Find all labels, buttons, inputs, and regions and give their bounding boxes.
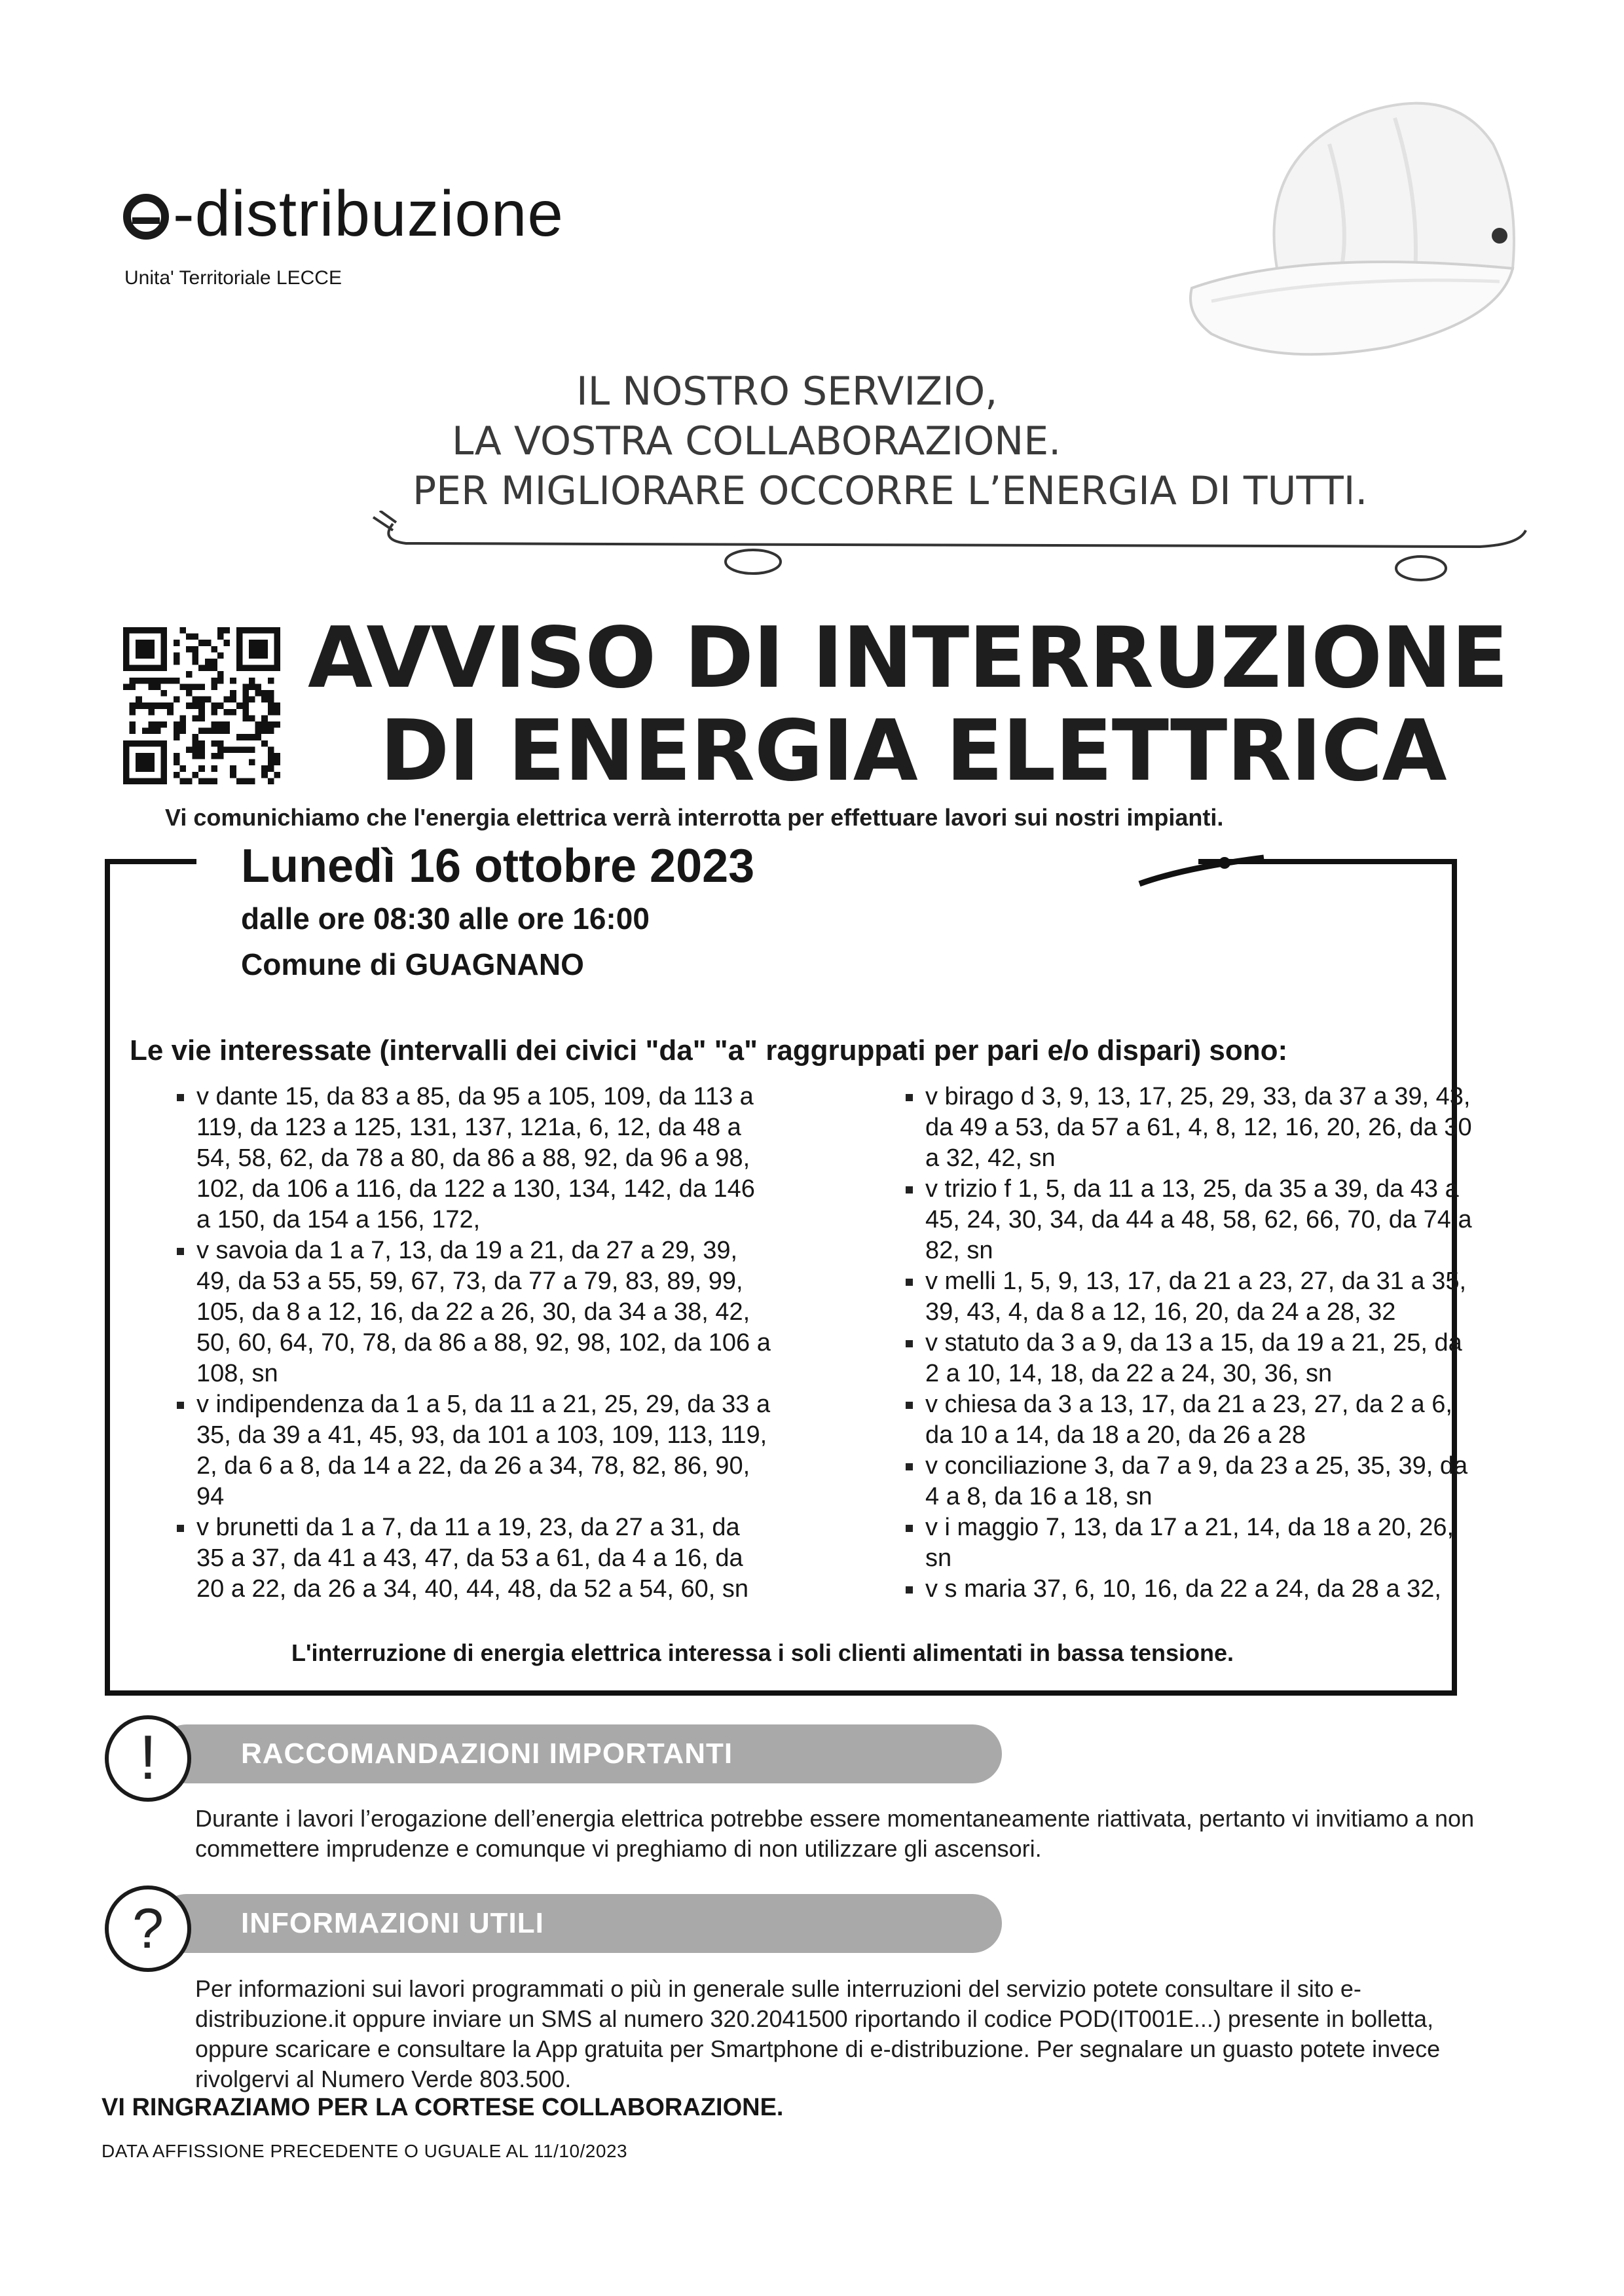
bullet-icon	[906, 1279, 913, 1286]
slogan-line-1: IL NOSTRO SERVIZIO,	[576, 369, 998, 414]
exclamation-icon: !	[105, 1715, 191, 1802]
posting-date: DATA AFFISSIONE PRECEDENTE O UGUALE AL 11/10/2023	[101, 2141, 628, 2161]
qr-code	[123, 627, 280, 784]
bullet-icon	[177, 1094, 184, 1101]
logo-e-icon	[123, 194, 169, 240]
page-title	[308, 612, 1508, 798]
bullet-icon	[906, 1094, 913, 1101]
thanks-text: VI RINGRAZIAMO PER LA CORTESE COLLABORAZIONE.	[101, 2094, 784, 2121]
list-item: v birago d 3, 9, 13, 17, 25, 29, 33, da 37 a 39, 43, da 49 a 53, da 57 a 61, 4, 8, 12, 16, 20, 26, da 30 a 32, 42, sn	[900, 1082, 1477, 1174]
company-logo: -distribuzione	[123, 177, 564, 251]
bullet-icon	[906, 1402, 913, 1409]
interruption-date: Lunedì 16 ottobre 2023	[241, 840, 755, 892]
list-item: v dante 15, da 83 a 85, da 95 a 105, 109, da 113 a 119, da 123 a 125, 131, 137, 121a, 6, 12, da 48 a 54, 58, 62, da 78 a 80, da 86 a 88, 92, da 96 a 98, 102, da 106 a 116, da 122 a 130, 134, 142, da 146 a 150, da 154 a 156, 172,	[172, 1082, 774, 1235]
list-item: v indipendenza da 1 a 5, da 11 a 21, 25, 29, da 33 a 35, da 39 a 41, 45, 93, da 101 a 103, 109, 113, 119, 2, da 6 a 8, da 14 a 22, da 26 a 34, 78, 82, 86, 90, 94	[172, 1389, 774, 1512]
cable-icon	[1133, 845, 1277, 890]
municipality: Comune di GUAGNANO	[241, 947, 584, 981]
slogan	[367, 367, 1368, 516]
territorial-unit: Unita' Territoriale LECCE	[124, 267, 342, 289]
recommendations-text: Durante i lavori l’erogazione dell’energia elettrica potrebbe essere momentaneamente riattivata, pertanto vi invitiamo a non commettere imprudenze e comunque vi preghiamo di non utilizzare gli ascensori.	[195, 1805, 1475, 1862]
slogan-line-3: PER MIGLIORARE OCCORRE L’ENERGIA DI TUTTI.	[413, 468, 1368, 514]
streets-list-left	[172, 1082, 774, 1605]
interruption-hours: dalle ore 08:30 alle ore 16:00	[241, 902, 650, 936]
question-icon: ?	[105, 1886, 191, 1972]
list-item: v s maria 37, 6, 10, 16, da 22 a 24, da 28 a 32,	[900, 1574, 1477, 1605]
recommendations-header: RACCOMANDAZIONI IMPORTANTI	[157, 1724, 1002, 1783]
list-item: v trizio f 1, 5, da 11 a 13, 25, da 35 a 39, da 43 a 45, 24, 30, 34, da 44 a 48, 58, 62, 66, 70, da 74 a 82, sn	[900, 1174, 1477, 1266]
title-line-2: DI ENERGIA ELETTRICA	[380, 702, 1447, 800]
slogan-line-2: LA VOSTRA COLLABORAZIONE.	[452, 418, 1061, 464]
bullet-icon	[177, 1402, 184, 1409]
helmet-image	[1172, 72, 1539, 399]
bullet-icon	[906, 1586, 913, 1594]
info-header: INFORMAZIONI UTILI	[157, 1894, 1002, 1953]
bullet-icon	[906, 1463, 913, 1470]
list-item: v chiesa da 3 a 13, 17, da 21 a 23, 27, da 2 a 6, da 10 a 14, da 18 a 20, da 26 a 28	[900, 1389, 1477, 1451]
bullet-icon	[906, 1525, 913, 1532]
title-line-1: AVVISO DI INTERRUZIONE	[308, 610, 1508, 707]
streets-heading: Le vie interessate (intervalli dei civici "da" "a" raggruppati per pari e/o dispari) sono:	[130, 1034, 1288, 1066]
info-text: Per informazioni sui lavori programmati o più in generale sulle interruzioni del servizio potete consultare il sito e-distribuzione.it oppure inviare un SMS al numero 320.2041500 riportando il codice POD(IT001E...) presente in bolletta, oppure scaricare e consultare la App gratuita per Smartphone di e-distribuzione. Per segnalare un guasto potete invece rivolgervi al Numero Verde 803.500.	[195, 1975, 1441, 2092]
list-item: v melli 1, 5, 9, 13, 17, da 21 a 23, 27, da 31 a 35, 39, 43, 4, da 8 a 12, 16, 20, da 24 a 28, 32	[900, 1266, 1477, 1328]
bullet-icon	[177, 1525, 184, 1532]
bullet-icon	[906, 1186, 913, 1194]
low-voltage-note: L'interruzione di energia elettrica interessa i soli clienti alimentati in bassa tensione.	[291, 1639, 1234, 1666]
intro-text: Vi comunichiamo che l'energia elettrica verrà interrotta per effettuare lavori sui nostri impianti.	[165, 804, 1224, 831]
list-item: v i maggio 7, 13, da 17 a 21, 14, da 18 a 20, 26, sn	[900, 1512, 1477, 1574]
bullet-icon	[177, 1248, 184, 1255]
bullet-icon	[906, 1340, 913, 1347]
list-item: v savoia da 1 a 7, 13, da 19 a 21, da 27 a 29, 39, 49, da 53 a 55, 59, 67, 73, da 77 a 79, 83, 89, 99, 105, da 8 a 12, 16, da 22 a 26, 30, da 34 a 38, 42, 50, 60, 64, 70, 78, da 86 a 88, 92, 98, 102, da 106 a 108, sn	[172, 1235, 774, 1389]
list-item: v brunetti da 1 a 7, da 11 a 19, 23, da 27 a 31, da 35 a 37, da 41 a 43, 47, da 53 a 61, da 4 a 16, da 20 a 22, da 26 a 34, 40, 44, 48, da 52 a 54, 60, sn	[172, 1512, 774, 1605]
streets-list-right	[900, 1082, 1477, 1605]
list-item: v conciliazione 3, da 7 a 9, da 23 a 25, 35, 39, da 4 a 8, da 16 a 18, sn	[900, 1451, 1477, 1512]
list-item: v statuto da 3 a 9, da 13 a 15, da 19 a 21, 25, da 2 a 10, 14, 18, da 22 a 24, 30, 36, sn	[900, 1328, 1477, 1389]
cable-plug-icon	[367, 511, 1532, 589]
